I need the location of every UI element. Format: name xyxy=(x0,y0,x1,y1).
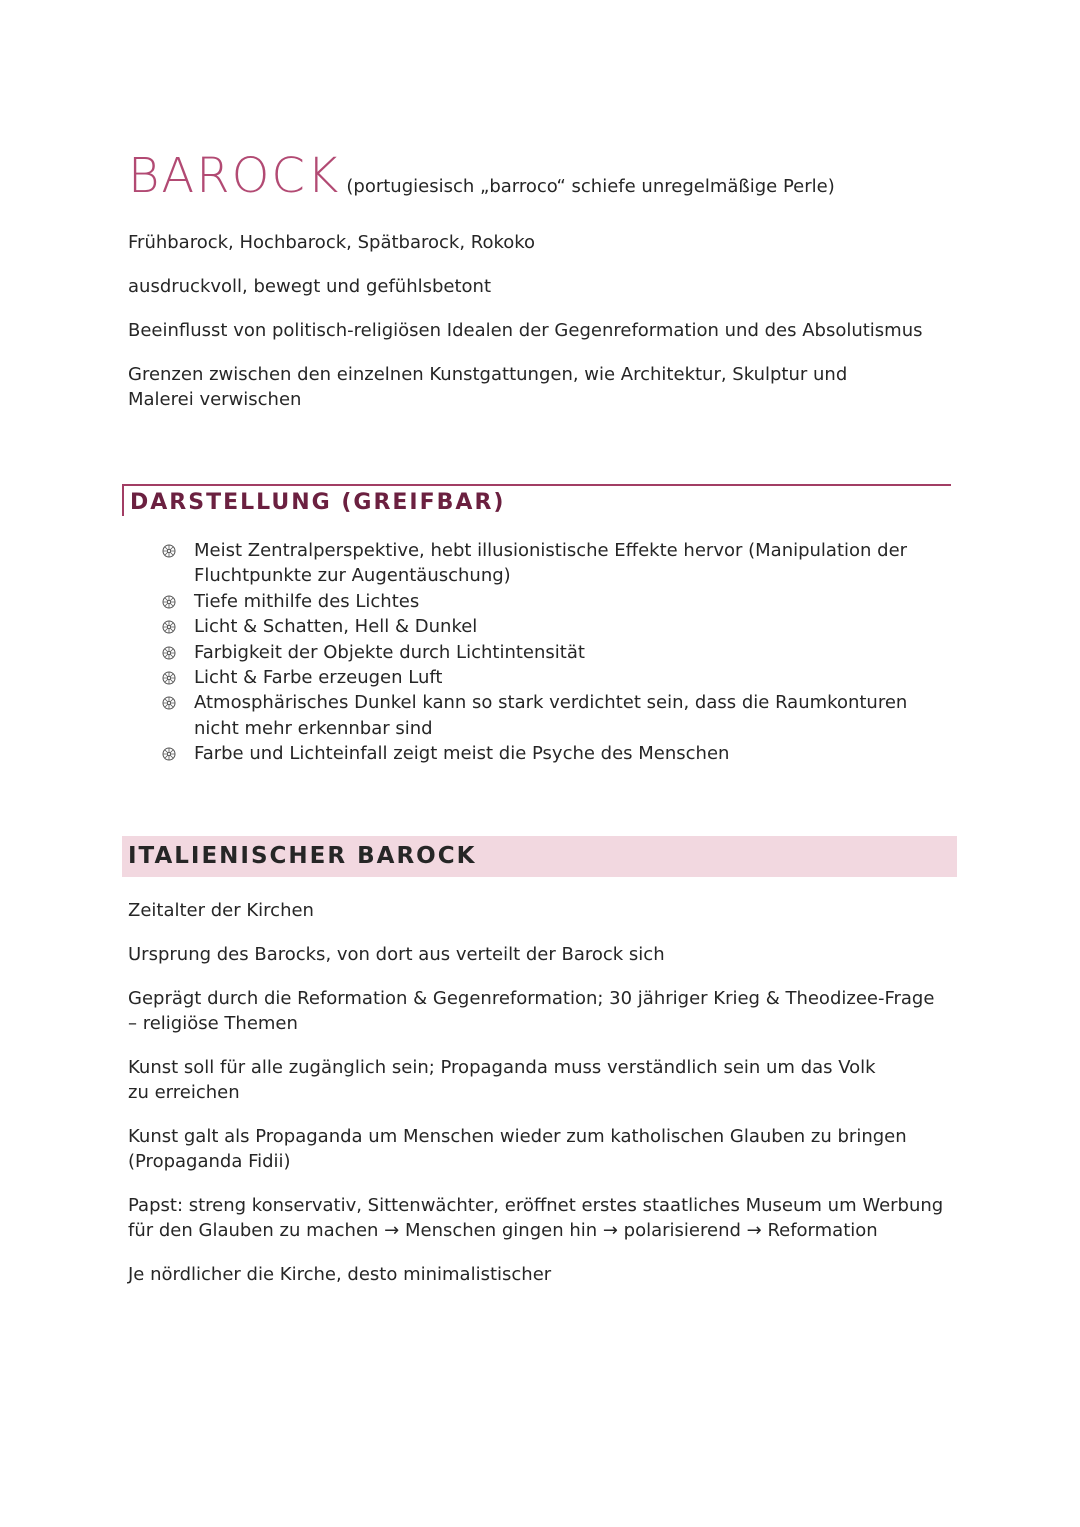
flower-bullet-icon xyxy=(162,595,176,609)
list-item xyxy=(160,741,950,766)
body-paragraph: Papst: streng konservativ, Sittenwächter, eröffnet erstes staatliches Museum um Werbung für den Glauben zu machen → Menschen gingen hin → polarisierend → Reformation xyxy=(128,1195,944,1241)
flower-bullet-icon xyxy=(162,544,176,558)
list-item xyxy=(160,589,950,614)
section-heading-darstellung: DARSTELLUNG (GREIFBAR) xyxy=(130,490,506,515)
page-title: BAROCK xyxy=(128,148,341,204)
body-paragraph: Geprägt durch die Reformation & Gegenreformation; 30 jähriger Krieg & Theodizee-Frage – religiöse Themen xyxy=(128,988,935,1034)
bullet-text: Tiefe mithilfe des Lichtes xyxy=(194,590,420,612)
body-paragraph: Zeitalter der Kirchen xyxy=(128,900,314,921)
bullet-text: Farbigkeit der Objekte durch Lichtintensität xyxy=(194,641,585,663)
body-paragraph: Je nördlicher die Kirche, desto minimalistischer xyxy=(128,1264,552,1285)
flower-bullet-icon xyxy=(162,747,176,761)
body-paragraph: Ursprung des Barocks, von dort aus verteilt der Barock sich xyxy=(128,944,665,965)
bullet-text: Farbe und Lichteinfall zeigt meist die Psyche des Menschen xyxy=(194,743,730,765)
bullet-text: Licht & Farbe erzeugen Luft xyxy=(194,667,443,689)
bullet-text: Meist Zentralperspektive, hebt illusionistische Effekte hervor (Manipulation der Fluchtpunkte zur Augentäuschung) xyxy=(194,540,908,587)
intro-paragraph: Grenzen zwischen den einzelnen Kunstgattungen, wie Architektur, Skulptur und Malerei verwischen xyxy=(128,364,848,410)
section-heading-italienischer-barock: ITALIENISCHER BAROCK xyxy=(128,843,477,869)
list-item xyxy=(160,538,950,589)
flower-bullet-icon xyxy=(162,671,176,685)
list-item xyxy=(160,640,950,665)
flower-bullet-icon xyxy=(162,646,176,660)
list-item xyxy=(160,690,950,741)
body-paragraph: Kunst galt als Propaganda um Menschen wieder zum katholischen Glauben zu bringen (Propaganda Fidii) xyxy=(128,1126,907,1172)
flower-bullet-icon xyxy=(162,696,176,710)
intro-paragraph: Frühbarock, Hochbarock, Spätbarock, Rokoko xyxy=(128,232,536,253)
title-row xyxy=(128,148,835,204)
intro-paragraph: Beeinflusst von politisch-religiösen Idealen der Gegenreformation und des Absolutismus xyxy=(128,320,923,341)
body-paragraph: Kunst soll für alle zugänglich sein; Propaganda muss verständlich sein um das Volk zu erreichen xyxy=(128,1057,876,1103)
intro-paragraph: ausdruckvoll, bewegt und gefühlsbetont xyxy=(128,276,492,297)
bullet-text: Atmosphärisches Dunkel kann so stark verdichtet sein, dass die Raumkonturen nicht mehr erkennbar sind xyxy=(194,692,908,739)
list-item xyxy=(160,665,950,690)
page-subtitle: (portugiesisch „barroco“ schiefe unregelmäßige Perle) xyxy=(346,176,835,197)
flower-bullet-icon xyxy=(162,620,176,634)
list-item xyxy=(160,614,950,639)
bullet-list xyxy=(160,538,950,767)
bullet-text: Licht & Schatten, Hell & Dunkel xyxy=(194,616,478,638)
